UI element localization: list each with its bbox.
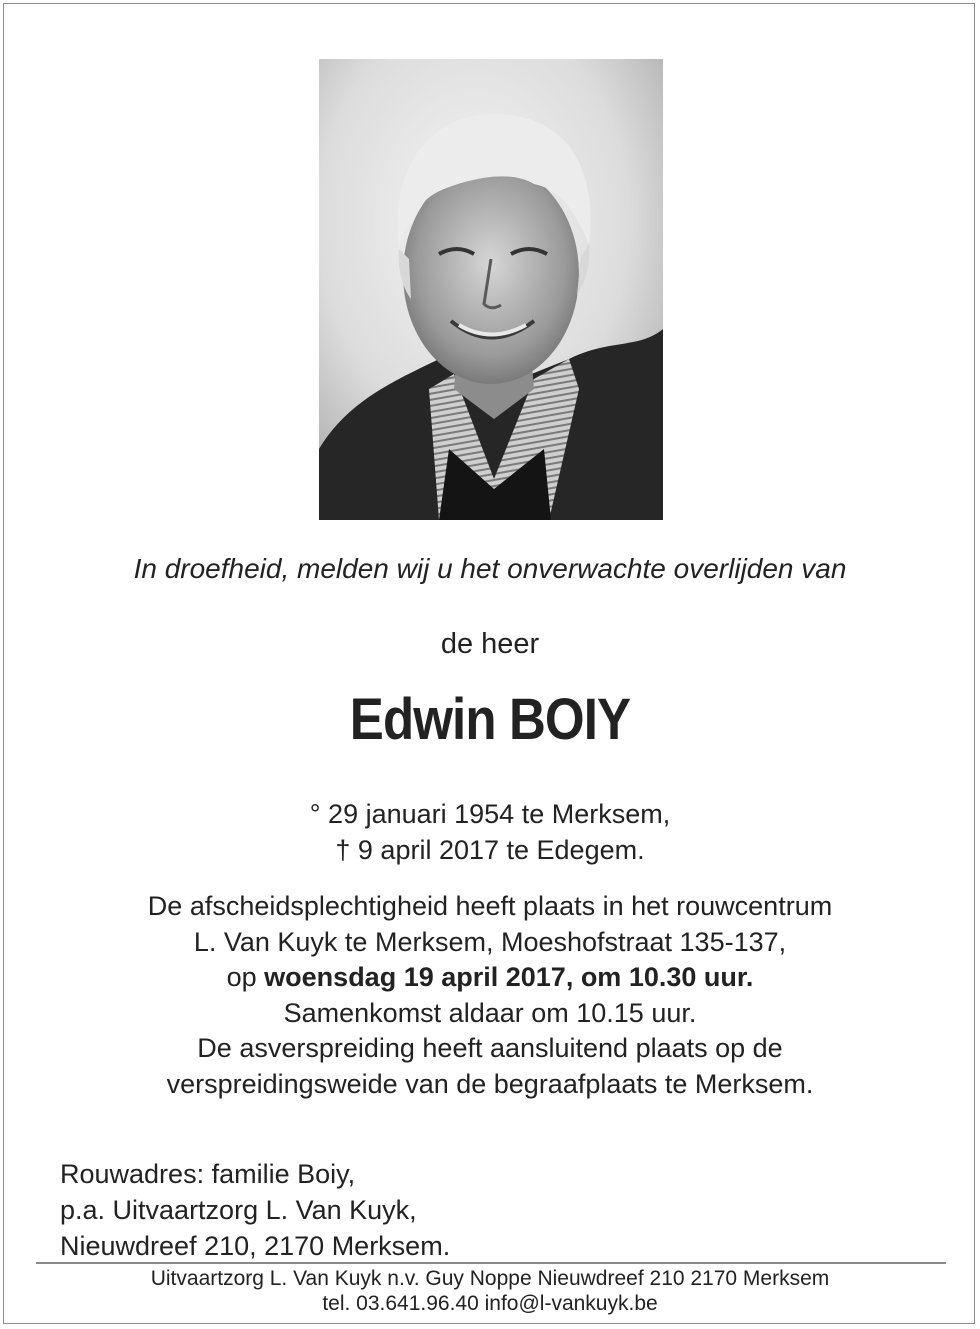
ceremony-line: Samenkomst aldaar om 10.15 uur. xyxy=(283,997,697,1028)
mourning-address xyxy=(60,1156,450,1264)
ceremony-date: woensdag 19 april 2017, om 10.30 uur. xyxy=(264,962,754,992)
ceremony-line: verspreidingsweide van de begraafplaats te Merksem. xyxy=(166,1068,814,1099)
footer-line: Uitvaartzorg L. Van Kuyk n.v. Guy Noppe Nieuwdreef 210 2170 Merksem xyxy=(150,1267,830,1290)
ceremony-line: De afscheidsplechtigheid heeft plaats in het rouwcentrum xyxy=(147,891,833,921)
ceremony-date-prefix: op xyxy=(226,962,257,992)
portrait-photo xyxy=(319,59,663,520)
honorific: de heer xyxy=(440,628,540,660)
ceremony-details xyxy=(4,889,975,1102)
deceased-name: Edwin BOIY xyxy=(349,687,631,752)
address-line: Nieuwdreef 210, 2170 Merksem. xyxy=(60,1231,451,1261)
address-line: p.a. Uitvaartzorg L. Van Kuyk, xyxy=(60,1195,417,1225)
ceremony-line: L. Van Kuyk te Merksem, Moeshofstraat 135-137, xyxy=(193,926,787,957)
footer-contact: tel. 03.641.96.40 info@l-vankuyk.be xyxy=(322,1292,658,1315)
funeral-home-footer xyxy=(4,1266,975,1316)
intro-text: In droefheid, melden wij u het onverwachte overlijden van xyxy=(133,553,847,584)
ceremony-datetime-line xyxy=(4,960,975,996)
ceremony-line: De asverspreiding heeft aansluitend plaats op de xyxy=(197,1033,783,1063)
death-line: † 9 april 2017 te Edegem. xyxy=(335,835,645,865)
portrait-photo-icon xyxy=(319,59,663,520)
life-dates xyxy=(4,796,975,868)
birth-line: ° 29 januari 1954 te Merksem, xyxy=(309,799,671,829)
address-line: Rouwadres: familie Boiy, xyxy=(60,1159,356,1189)
footer-divider xyxy=(36,1262,946,1264)
obituary-card xyxy=(3,3,975,1324)
